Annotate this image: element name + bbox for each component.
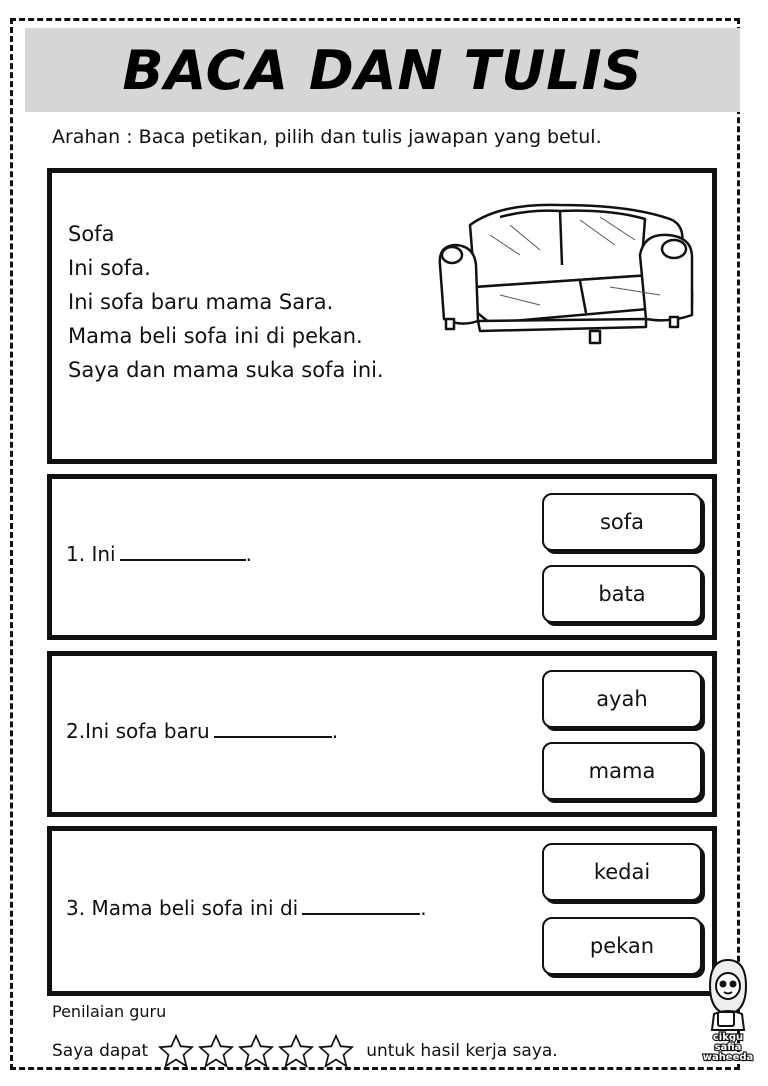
instruction-text: Arahan : Baca petikan, pilih dan tulis jawapan yang betul.	[52, 126, 602, 148]
question-text-3	[66, 895, 427, 920]
answer-blank[interactable]	[120, 541, 246, 561]
option-button[interactable]: mama	[542, 742, 702, 800]
passage-text	[68, 217, 384, 387]
question-box-2	[47, 651, 717, 817]
option-button[interactable]: ayah	[542, 670, 702, 728]
star-icon[interactable]	[196, 1034, 236, 1068]
option-button[interactable]: pekan	[542, 917, 702, 975]
question-text-1	[66, 541, 252, 566]
question-suffix: .	[420, 896, 427, 920]
mascot-logo	[696, 952, 760, 1064]
star-icon[interactable]	[316, 1034, 356, 1068]
svg-text:safia: safia	[714, 1042, 742, 1053]
option-button[interactable]: bata	[542, 565, 702, 623]
passage-line: Sofa	[68, 222, 115, 246]
answer-blank[interactable]	[214, 718, 332, 738]
rating-suffix: untuk hasil kerja saya.	[366, 1041, 558, 1061]
rating-stars	[156, 1034, 356, 1068]
passage-box	[47, 168, 717, 464]
question-prefix: 3. Mama beli sofa ini di	[66, 896, 299, 920]
question-prefix: 1. Ini	[66, 542, 116, 566]
question-text-2	[66, 718, 338, 743]
question-suffix: .	[245, 542, 252, 566]
question-box-3	[47, 826, 717, 996]
svg-text:waheeda: waheeda	[702, 1052, 754, 1063]
assessment-label: Penilaian guru	[52, 1002, 167, 1021]
question-box-1	[47, 474, 717, 640]
star-icon[interactable]	[236, 1034, 276, 1068]
star-icon[interactable]	[276, 1034, 316, 1068]
page-title: BACA DAN TULIS	[122, 38, 643, 102]
passage-line: Mama beli sofa ini di pekan.	[68, 324, 363, 348]
answer-blank[interactable]	[302, 895, 420, 915]
question-prefix: 2.Ini sofa baru	[66, 719, 210, 743]
question-suffix: .	[331, 719, 339, 743]
passage-line: Ini sofa.	[68, 256, 151, 280]
star-icon[interactable]	[156, 1034, 196, 1068]
passage-line: Ini sofa baru mama Sara.	[68, 290, 334, 314]
option-button[interactable]: kedai	[542, 843, 702, 901]
passage-line: Saya dan mama suka sofa ini.	[68, 358, 384, 382]
rating-prefix: Saya dapat	[52, 1041, 149, 1061]
rating-line	[52, 1034, 558, 1068]
option-button[interactable]: sofa	[542, 493, 702, 551]
sofa-illustration	[430, 195, 698, 355]
title-banner	[25, 28, 740, 112]
svg-text:cikgu: cikgu	[712, 1032, 744, 1043]
